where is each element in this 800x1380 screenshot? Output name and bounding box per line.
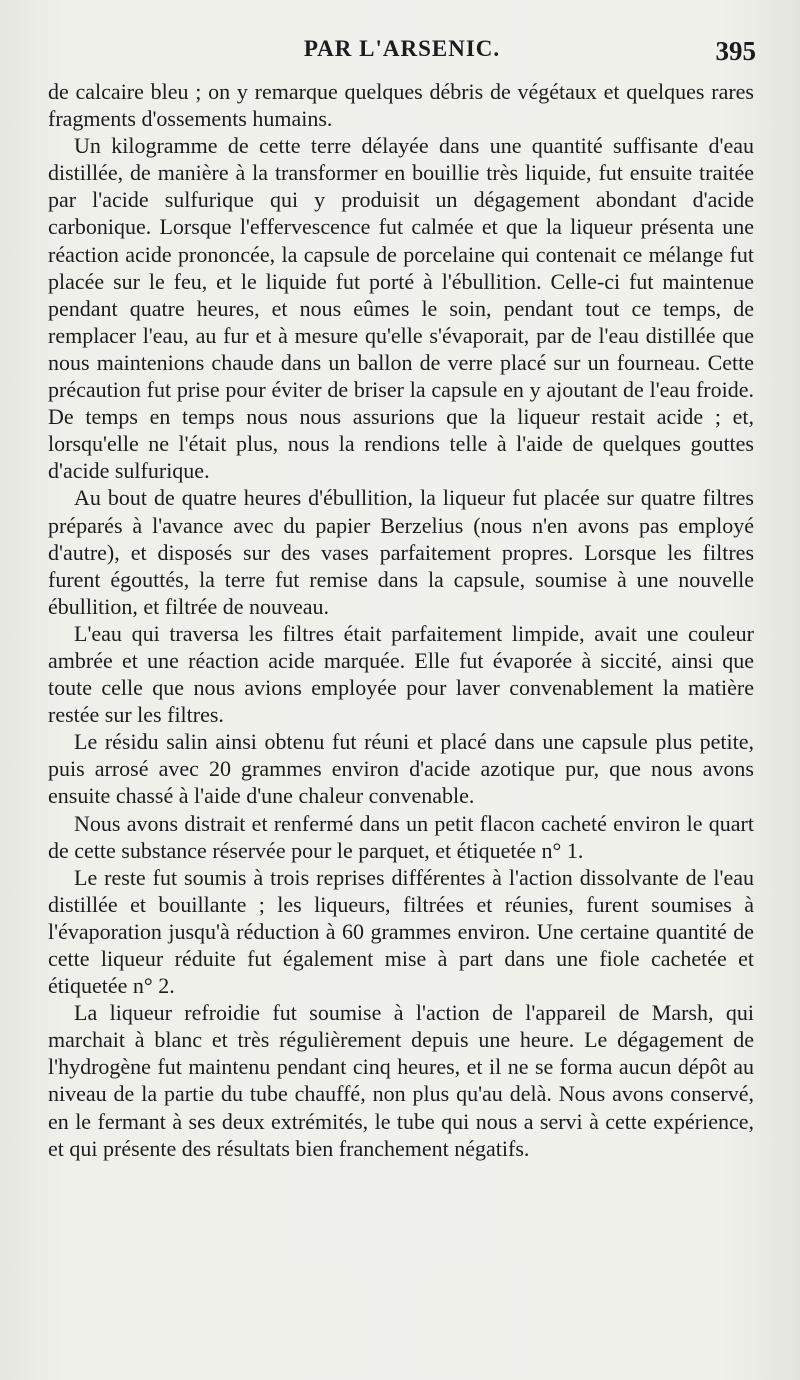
paragraph: La liqueur refroidie fut soumise à l'action de l'appareil de Marsh, qui marchait à blanc et très régulièrement depuis une heure. Le dégagement de l'hydrogène fut maintenu pendant cinq heures, et il ne se forma aucun dépôt au niveau de la partie du tube chauffé, non plus qu'au delà. Nous avons conservé, en le fermant à ses deux extrémités, le tube qui nous a servi à cette expérience, et qui présente des résultats bien franchement négatifs. xyxy=(48,1000,754,1161)
paragraph: Nous avons distrait et renfermé dans un petit flacon cacheté environ le quart de cette substance réservée pour le parquet, et étiquetée n° 1. xyxy=(48,810,754,863)
body-text xyxy=(48,78,754,1162)
running-head: PAR L'ARSENIC. xyxy=(303,36,501,61)
paragraph: de calcaire bleu ; on y remarque quelques débris de végétaux et quelques rares fragments d'ossements humains. xyxy=(48,79,754,132)
paragraph: L'eau qui traversa les filtres était parfaitement limpide, avait une couleur ambrée et une réaction acide marquée. Elle fut évaporée à siccité, ainsi que toute celle que nous avions employée pour laver convenablement la matière restée sur les filtres. xyxy=(48,620,754,728)
paragraph: Au bout de quatre heures d'ébullition, la liqueur fut placée sur quatre filtres préparés à l'avance avec du papier Berzelius (nous n'en avons pas employé d'autre), et disposés sur des vases parfaitement propres. Lorsque les filtres furent égouttés, la terre fut remise dans la capsule, soumise à une nouvelle ébullition, et filtrée de nouveau. xyxy=(48,485,754,619)
paragraph: Le résidu salin ainsi obtenu fut réuni et placé dans une capsule plus petite, puis arrosé avec 20 grammes environ d'acide azotique pur, que nous avons ensuite chassé à l'aide d'une chaleur convenable. xyxy=(48,729,754,809)
page-number: 395 xyxy=(715,36,756,66)
page-header xyxy=(48,36,756,70)
paragraph: Le reste fut soumis à trois reprises différentes à l'action dissolvante de l'eau distillée et bouillante ; les liqueurs, filtrées et réunies, furent soumises à l'évaporation jusqu'à réduction à 60 grammes environ. Une certaine quantité de cette liqueur réduite fut également mise à part dans une fiole cachetée et étiquetée n° 2. xyxy=(48,864,754,999)
paragraph: Un kilogramme de cette terre délayée dans une quantité suffisante d'eau distillée, de manière à la transformer en bouillie très liquide, fut ensuite traitée par l'acide sulfurique qui y produisit un dégagement abondant d'acide carbonique. Lorsque l'effervescence fut calmée et que la liqueur présenta une réaction acide prononcée, la capsule de porcelaine qui contenait ce mélange fut placée sur le feu, et le liquide fut porté à l'ébullition. Celle-ci fut maintenue pendant quatre heures, et nous eûmes le soin, pendant tout ce temps, de remplacer l'eau, au fur et à mesure qu'elle s'évaporait, par de l'eau distillée que nous maintenions chaude dans un ballon de verre placé sur un fourneau. Cette précaution fut prise pour éviter de briser la capsule en y ajoutant de l'eau froide. De temps en temps nous nous assurions que la liqueur restait acide ; et, lorsqu'elle ne l'était plus, nous la rendions telle à l'aide de quelques gouttes d'acide sulfurique. xyxy=(48,133,754,484)
